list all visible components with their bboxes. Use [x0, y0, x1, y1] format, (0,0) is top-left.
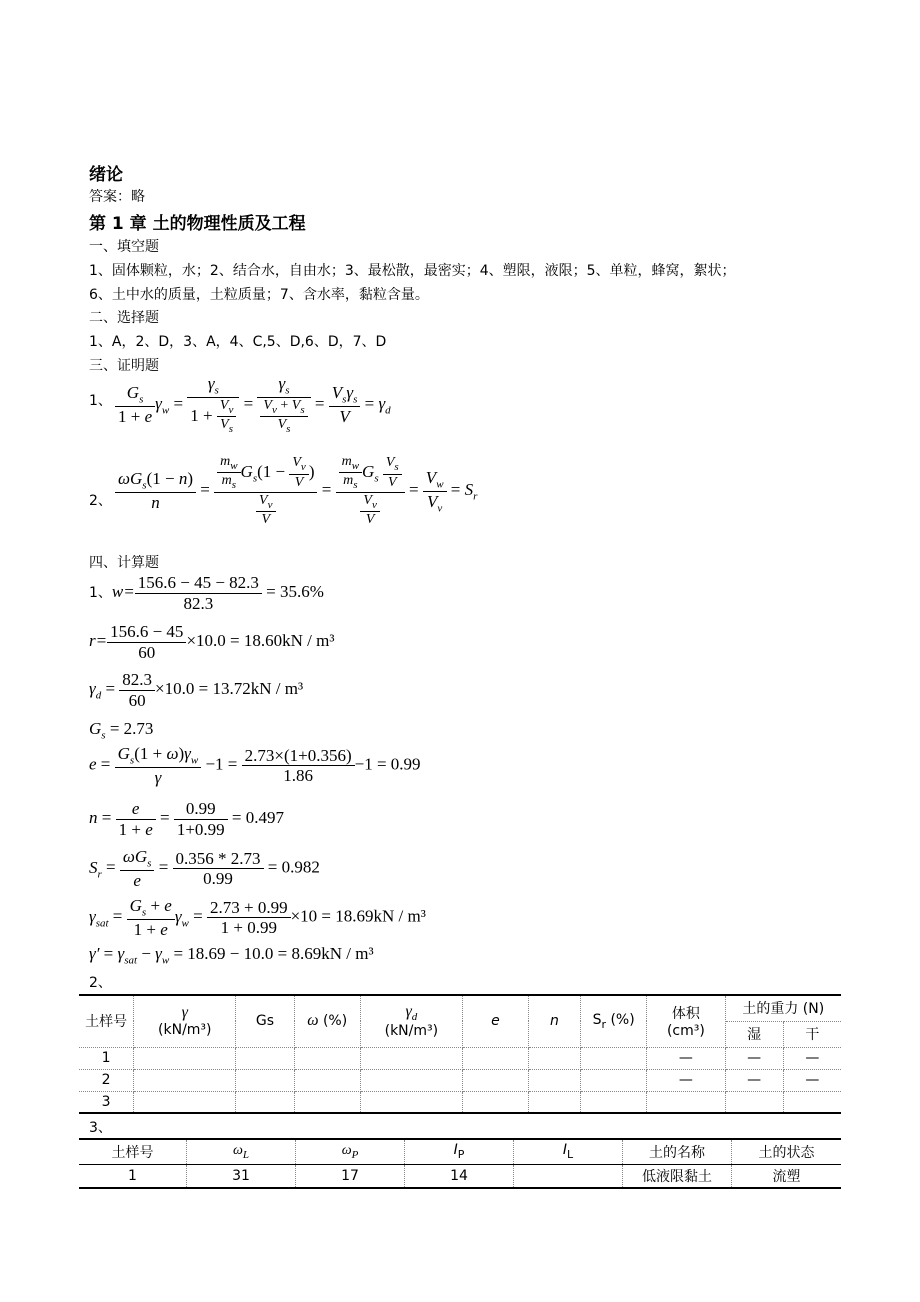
section-calc: 四、计算题: [89, 555, 159, 571]
intro-heading: 绪论: [89, 165, 123, 185]
calc-gamma-d: $\gamma_d$ = $\frac{82.3}{60}$ ×10.0 = 13.72kN / m³: [89, 670, 304, 710]
header-sample-no: 土样号: [79, 995, 134, 1047]
header-wp: $\omega_P$: [296, 1139, 405, 1164]
calc-gamma-sat: $\gamma_{sat}$ = $\frac{G_s + e}{1 + e}$ $\gamma_w$ = $\frac{2.73 + 0.99}{1 + 0.99}$ ×10 = 18.69kN / m³: [89, 896, 426, 940]
section-proof: 三、证明题: [89, 358, 159, 374]
header-dry: 干: [783, 1021, 841, 1047]
header-volume: 体积 (cm³): [647, 995, 725, 1047]
chapter-heading: 第 1 章 土的物理性质及工程: [89, 214, 306, 234]
fill-answers-line1: 1、固体颗粒，水；2、结合水，自由水；3、最松散，最密实；4、塑限，液限；5、单粒，蜂窝，絮状；: [89, 263, 736, 279]
header-gamma: γ (kN/m³): [134, 995, 236, 1047]
header-wet: 湿: [725, 1021, 783, 1047]
header-soil-name: 土的名称: [623, 1139, 732, 1164]
header-sr: $S_r$ (%): [581, 995, 647, 1047]
calc3-label: 3、: [89, 1120, 112, 1136]
intro-answer: 答案：略: [89, 189, 145, 205]
header-n: n: [528, 995, 580, 1047]
calc1-label: 1、: [89, 584, 112, 601]
header-gs: Gs: [236, 995, 294, 1047]
table-row: 1 — — —: [79, 1047, 841, 1069]
header-ip: $I_P$: [405, 1139, 514, 1164]
header-e: e: [462, 995, 528, 1047]
table-row: 2 — — —: [79, 1069, 841, 1091]
header-sample-no: 土样号: [79, 1139, 187, 1164]
header-il: $I_L$: [514, 1139, 623, 1164]
proof2-label: 2、: [89, 493, 112, 509]
atterberg-table: [79, 1138, 841, 1189]
header-gamma-d: $\gamma_d$ (kN/m³): [360, 995, 462, 1047]
calc-r: r= $\frac{156.6 - 45}{60}$ ×10.0 = 18.60kN / m³: [89, 622, 335, 662]
header-omega: ω (%): [294, 995, 360, 1047]
choice-answers: 1、A，2、D，3、A，4、C,5、D,6、D，7、D: [89, 334, 387, 350]
header-wl: $\omega_L$: [187, 1139, 296, 1164]
section-fill-blank: 一、填空题: [89, 239, 159, 255]
soil-properties-table: [79, 994, 841, 1114]
proof1-label: 1、: [89, 393, 112, 409]
calc-sr: $S_r$ = $\frac{\omega G_s}{e}$ = $\frac{0.356 * 2.73}{0.99}$ = 0.982: [89, 847, 320, 891]
calc-e: e = $\frac{G_s(1 + \omega)\gamma_w}{\gamma}$ −1 = $\frac{2.73\times(1+0.356)}{1.86}$ −1 = 0.99: [89, 744, 421, 788]
header-weight: 土的重力 (N): [725, 995, 841, 1021]
table-row: 1 31 17 14 低液限黏土 流塑: [79, 1164, 841, 1188]
table-row: 3: [79, 1091, 841, 1113]
calc2-label: 2、: [89, 975, 112, 991]
calc-n: n = $\frac{e}{1 + e}$ = $\frac{0.99}{1+0.99}$ = 0.497: [89, 799, 285, 839]
calc-gamma-prime: $\gamma' = \gamma_{sat} - \gamma_w = 18.69 - 10.0 = 8.69kN / m^3$: [89, 944, 374, 967]
calc-w: 1、w= $\frac{156.6 - 45 - 82.3}{82.3}$ = 35.6%: [89, 573, 324, 613]
calc-gs: $G_s = 2.73$: [89, 719, 154, 742]
section-choice: 二、选择题: [89, 310, 159, 326]
proof1-formula: $\frac{G_s}{1 + e}$ $\gamma_w$ = $\gamma_s$ 1 + $\frac{V_v}{V_s}$ = $\frac{\gamma_s}{\frac{V_v + V_s}{V_s}}$ = $\frac{V_s\gamma_s}{V}$ = $\gamma_d$: [115, 374, 391, 436]
header-soil-state: 土的状态: [732, 1139, 842, 1164]
proof2-formula: $\frac{\omega G_s(1 - n)}{n}$ = $\frac{m_w}{m_s}$ $G_s(1$ − $\frac{V_v}{V}$ ) $\frac{V_v}{V}$ = $\frac{m_w}{m_s}$ $G_s$ $\frac{V_s}{V}$ $\frac{V_v}{V}$ = $\frac{V_w}{V_v}$ = $S_r$: [115, 454, 477, 528]
fill-answers-line2: 6、土中水的质量，土粒质量；7、含水率，黏粒含量。: [89, 287, 429, 303]
